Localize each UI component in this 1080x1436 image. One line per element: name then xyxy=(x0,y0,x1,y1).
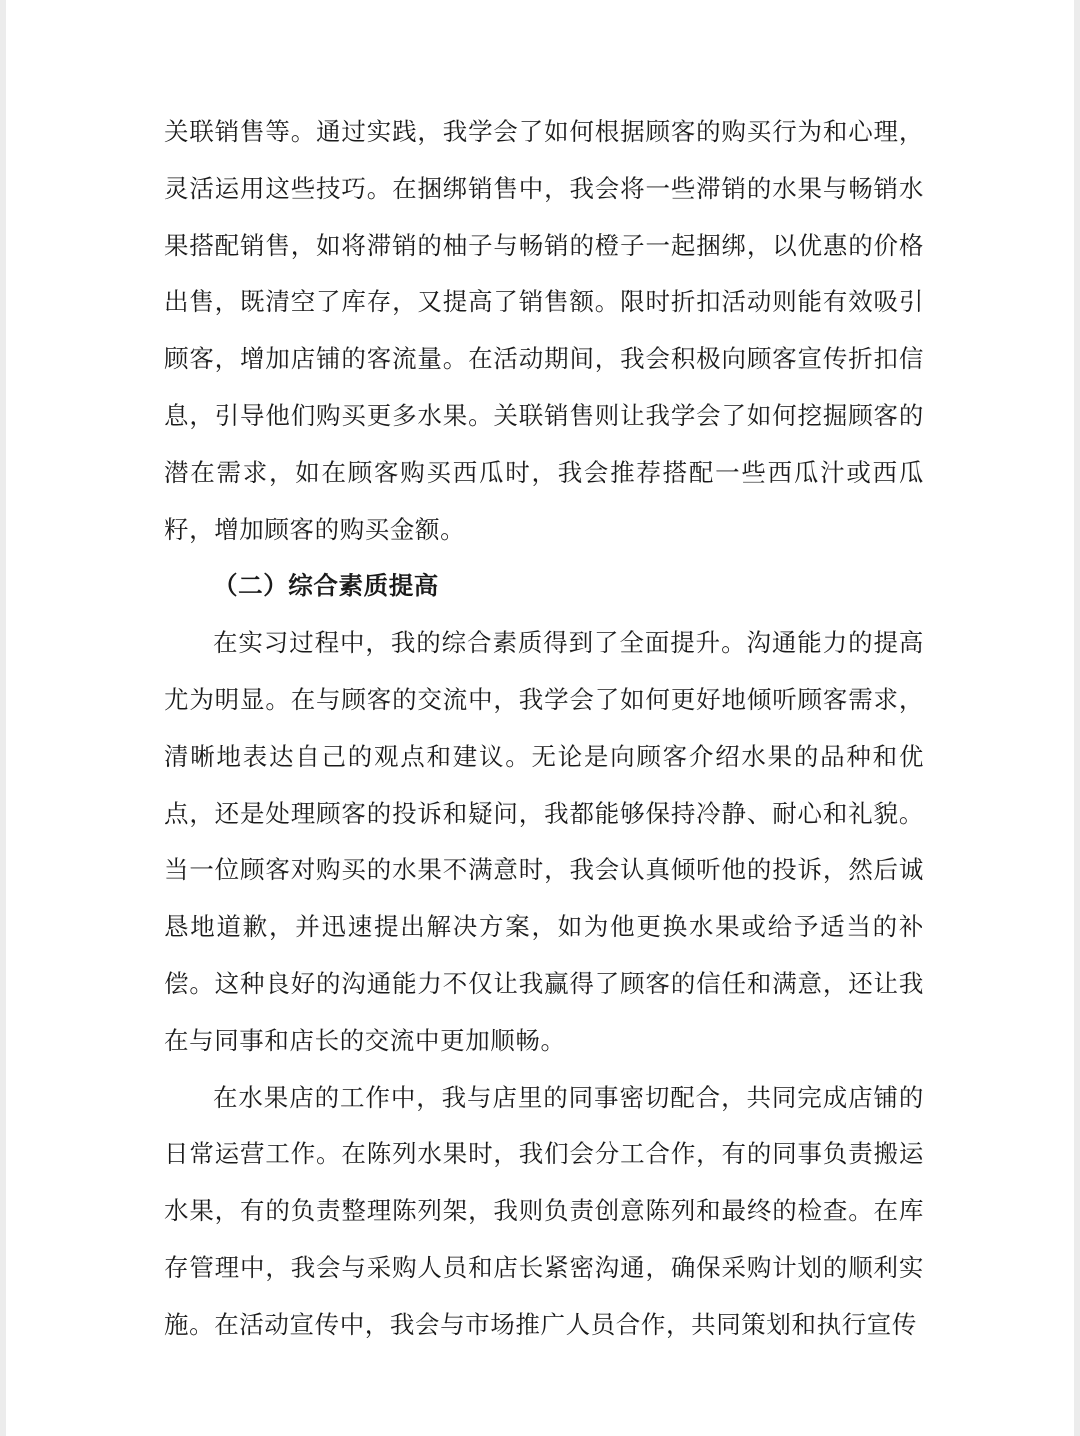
paragraph-communication-skills: 在实习过程中，我的综合素质得到了全面提升。沟通能力的提高尤为明显。在与顾客的交流中，我学会了如何更好地倾听顾客需求，清晰地表达自己的观点和建议。无论是向顾客介绍水果的品种和优点，还是处理顾客的投诉和疑问，我都能够保持冷静、耐心和礼貌。当一位顾客对购买的水果不满意时，我会认真倾听他的投诉，然后诚恳地道歉，并迅速提出解决方案，如为他更换水果或给予适当的补偿。这种良好的沟通能力不仅让我赢得了顾客的信任和满意，还让我在与同事和店长的交流中更加顺畅。 xyxy=(164,628,924,1055)
document-body xyxy=(164,104,924,1354)
document-page xyxy=(6,0,1074,1436)
paragraph-teamwork: 在水果店的工作中，我与店里的同事密切配合，共同完成店铺的日常运营工作。在陈列水果时，我们会分工合作，有的同事负责搬运水果，有的负责整理陈列架，我则负责创意陈列和最终的检查。在库存管理中，我会与采购人员和店长紧密沟通，确保采购计划的顺利实施。在活动宣传中，我会与市场推广人员合作，共同策划和执行宣传 xyxy=(164,1082,924,1339)
section-heading-overall-quality: （二）综合素质提高 xyxy=(213,571,439,601)
paragraph-sales-techniques: 关联销售等。通过实践，我学会了如何根据顾客的购买行为和心理，灵活运用这些技巧。在捆绑销售中，我会将一些滞销的水果与畅销水果搭配销售，如将滞销的柚子与畅销的橙子一起捆绑，以优惠的价格出售，既清空了库存，又提高了销售额。限时折扣活动则能有效吸引顾客，增加店铺的客流量。在活动期间，我会积极向顾客宣传折扣信息，引导他们购买更多水果。关联销售则让我学会了如何挖掘顾客的潜在需求，如在顾客购买西瓜时，我会推荐搭配一些西瓜汁或西瓜籽，增加顾客的购买金额。 xyxy=(164,117,924,544)
